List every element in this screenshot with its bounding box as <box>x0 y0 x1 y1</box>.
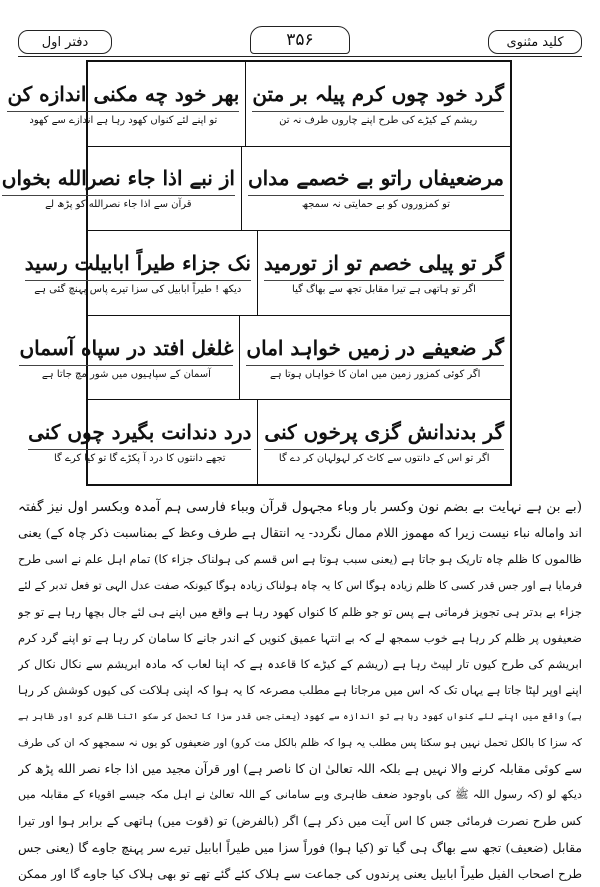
verse-first-hemistich <box>241 147 510 231</box>
page-number: ۳۵۶ <box>250 26 350 54</box>
verse-row <box>7 62 510 147</box>
urdu-translation: تو اپنے لئے کنواں کھود رہا ہے اندازے سے کھود <box>7 111 239 128</box>
commentary-line: جزاء بے بدتر ہی تجویز فرماتی ہے پس تو جو ظلم کا کنواں کھود رہا ہے واقع میں اپنے ہی لئے جال بچھا رہا ہے تو جو <box>18 604 582 619</box>
page-header <box>0 0 600 58</box>
commentary-line: کہ سزا کا بالکل تحمل نہیں ہو سکتا پس مطلب یہ ہوا کہ ظلم بالکل مت کرو) اور ضعیفوں کو یوں نہ سمجھو کہ ان کی طرف <box>18 736 582 749</box>
commentary-line: اند واماله نباء نیست زیرا که مهموز اللام ممال نگردد- یہ انتقال ہے طرف وعظ کے بمناسبت ذکر چاہ کے) یعنی <box>18 525 582 541</box>
verse-first-hemistich <box>257 231 510 315</box>
commentary-line: ابریشم کی طرح کیوں تار لپیٹ رہا ہے (ریشم کے کیڑے کا قاعدہ ہے کہ اپنا لعاب کہ مادہ ابریشم سے نکال نکال کر <box>18 657 582 672</box>
urdu-translation: اگر تو اس کے دانتوں سے کاٹ کر لہولہان کر دے گا <box>264 449 504 466</box>
verse-second-hemistich <box>0 147 241 231</box>
urdu-translation: قرآن سے اذا جاء نصرالله کو پڑھ لے <box>2 195 235 212</box>
commentary-line: سے کوئی مقابلہ کرنے والا نہیں ہے بلکہ اللہ تعالیٰ ان کا ناصر ہے) اور قرآن مجید میں اذا جاء نصر الله پڑھ کر <box>18 761 582 777</box>
persian-verse: گر بدندانش گزی پرخوں کنی <box>264 420 504 445</box>
commentary-line: مقابل (ضعیف) تجھ سے بھاگ ہی گیا تو (کیا ہوا) فوراً سزا میں طیراً ابابیل تیرے سر پہنچ جاوے گا (یعنی جس <box>18 839 582 855</box>
persian-verse: گرد خود چوں کرم پیلہ بر متن <box>252 81 504 106</box>
persian-verse: بهر خود چه مکنی اندازه کن <box>7 81 240 106</box>
urdu-translation: تجھے دانتوں کا درد آ پکڑے گا تو کیا کرے گا <box>28 449 251 466</box>
commentary-line: دیکھ لو (کہ رسول اللہ ﷺ کی باوجود ضعف ظاہری وبے سامانی کے اللہ تعالیٰ نے اہل مکہ جیسے اقویاء کے مقابلہ میں <box>18 788 582 802</box>
commentary-line: کس طرح نصرت فرمائی جس کا اس آیت میں ذکر ہے) اگر (بالفرض) تو (قوت میں) ہاتھی کے برابر ہوا اور تیرا <box>18 814 582 829</box>
commentary-line: ضعیفوں پر ظلم کر رہا ہے خوب سمجھ لے کہ بے انتہا عمیق کنویں کے اندر جانے کا سامان کر رہا ہے تو اپنے گرد کرم <box>18 631 582 646</box>
commentary-line: اپنے اوپر لپٹا جاتا ہے یہاں تک کہ اس میں مرجاتا ہے مطلب مصرعہ کا یہ ہوا کہ اپنی ہلاکت کی کیوں کوشش کر رہا <box>18 683 582 698</box>
verse-first-hemistich <box>245 62 510 146</box>
verse-second-hemistich <box>1 62 245 146</box>
persian-verse: از نبے اذا جاء نصرالله بخواں <box>1 166 235 191</box>
commentary-text <box>18 494 582 887</box>
verse-row <box>28 400 510 484</box>
book-title-label: کلید مثنوی <box>488 30 582 54</box>
volume-title-label: دفتر اول <box>18 30 112 54</box>
urdu-translation: اگر کوئی کمزور زمین میں امان کا خواہاں ہوتا ہے <box>246 365 504 382</box>
persian-verse: نک جزاء طیراً ابابیلت رسید <box>24 250 251 275</box>
persian-verse: مرضعیفاں راتو بے خصمے مداں <box>247 166 504 191</box>
persian-verse: گر تو پیلی خصم تو از تورمید <box>263 250 504 275</box>
verse-row <box>24 231 510 316</box>
persian-verse: گر ضعیفے در زمیں خواہد اماں <box>246 335 504 360</box>
persian-verse: درد دندانت بگیرد چوں کنی <box>28 420 252 445</box>
commentary-line: ظالموں کا ظلم چاہ تاریک ہو جاتا ہے (یعنی سبب ہوتا ہے اس قسم کی ہولناک جزاء کا) تمام اہل علم نے اسی طرح <box>18 552 582 567</box>
urdu-translation: دیکھ ! طیراً ابابیل کی سزا تیرے پاس پہنچ گئی ہے <box>25 280 251 297</box>
urdu-translation: اگر تو ہاتھی ہے تیرا مقابل تجھ سے بھاگ گیا <box>264 280 504 297</box>
verse-first-hemistich <box>257 400 510 484</box>
verse-second-hemistich <box>22 400 257 484</box>
header-divider <box>18 56 582 57</box>
urdu-translation: ریشم کے کیڑے کی طرح اپنے چاروں طرف نہ تن <box>252 111 504 128</box>
commentary-line: طرح اصحاب الفیل طیراً ابابیل یعنی پرندوں کی جماعت سے ہلاک کئے گئے تھے تو بھی ہلاک کیا جاوے گا اور ممکن <box>18 866 582 881</box>
commentary-line: (بے بن ہے نہایت بے بضم نون وکسر بار وباء مجہول قرآن وبباء فارسی ہم آمدہ وبکسر اول نیز گفتہ <box>18 499 582 515</box>
urdu-translation: آسمان کے سپاہیوں میں شور مچ جاتا ہے <box>19 365 233 382</box>
verse-second-hemistich <box>13 316 239 400</box>
verse-first-hemistich <box>239 316 510 400</box>
commentary-line: فرمایا ہے اور جس قدر کسی کا ظلم زیادہ ہوگا اس کا یہ چاہ ہولناک زیادہ ہوگا کیونکہ صفت عدل الہی تو فعل تدبر کے لئے <box>18 578 582 592</box>
persian-verse: غلغل افتد در سپاه آسماں <box>19 335 234 360</box>
urdu-translation: تو کمزوروں کو بے حمایتی نہ سمجھ <box>248 195 504 212</box>
verse-second-hemistich <box>19 231 257 315</box>
commentary-line: ہے) واقع میں اپنے لئے کنواں کھود رہا ہے تو اندازہ سے کھود (یعنی جس قدر سزا کا تحمل کر سکو اتنا ظلم کرو اور ظاہر ہے <box>18 710 582 722</box>
verse-table <box>1 60 512 486</box>
verse-row <box>19 316 510 401</box>
verse-row <box>1 147 510 232</box>
